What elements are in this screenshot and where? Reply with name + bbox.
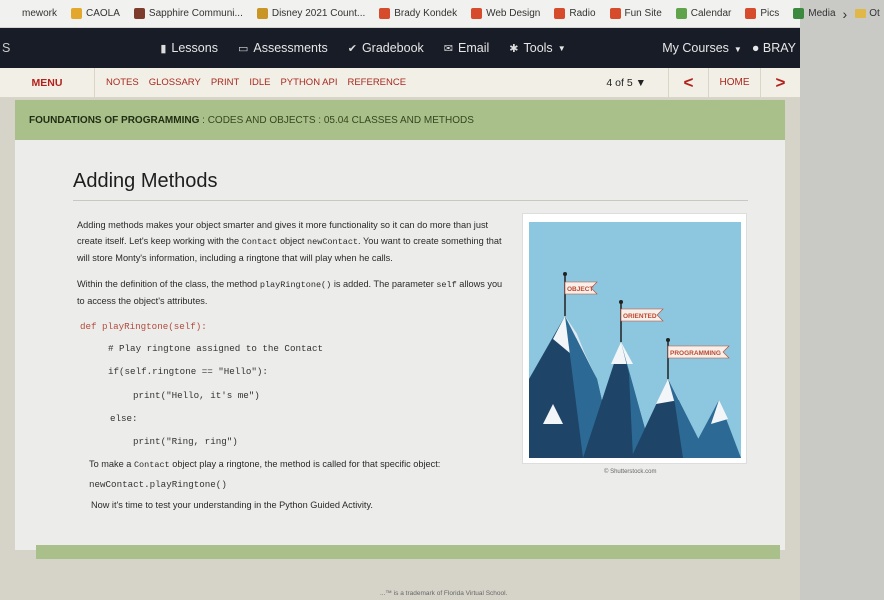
bookmark-label: mework (22, 8, 58, 19)
bookmark-label: Web Design (486, 8, 541, 19)
page-selector[interactable]: 4 of 5 ▼ (606, 76, 646, 89)
bookmark-icon (554, 8, 565, 19)
bookmark-icon (745, 8, 756, 19)
nav-email[interactable] (444, 41, 489, 55)
bookmarks-overflow-button[interactable]: › (842, 5, 848, 22)
bookmark-item[interactable] (669, 8, 739, 19)
flag-programming-label: PROGRAMMING (670, 350, 721, 357)
p2-text-a: Within the definition of the class, the method (77, 279, 260, 289)
my-courses-menu[interactable] (662, 41, 742, 55)
lesson-paragraph-4: Now it's time to test your understanding in the Python Guided Activity. (91, 500, 373, 510)
p1-text-a: Adding methods makes your object smarter and gives it more functionality so it can do more than just create itself. Let's keep working with the (77, 220, 489, 246)
inline-code-contact: Contact (241, 237, 278, 247)
other-bookmarks-label[interactable]: Ot (869, 8, 880, 19)
toolbar-link-print[interactable]: PRINT (210, 77, 240, 88)
nav-label: Gradebook (361, 41, 424, 55)
book-icon: ▮ (160, 42, 167, 55)
nav-right (662, 41, 800, 55)
bookmark-label: Disney 2021 Count... (271, 8, 366, 19)
course-toolbar (0, 68, 800, 98)
flag-pole-top-3 (666, 338, 670, 342)
bookmark-label: Fun Site (624, 8, 662, 19)
bookmark-item[interactable] (547, 8, 602, 19)
toolbar-link-glossary[interactable]: GLOSSARY (148, 77, 201, 88)
gear-icon: ✱ (509, 42, 519, 55)
p3-text-a: To make a (89, 459, 134, 469)
mountains-illustration (523, 214, 748, 465)
calendar-icon (676, 8, 687, 19)
flag-oriented-label: ORIENTED (623, 313, 657, 320)
top-nav (0, 28, 800, 68)
lesson-paragraph-3 (89, 456, 519, 473)
title-divider (73, 200, 748, 201)
nav-gradebook[interactable] (348, 41, 424, 55)
bookmark-label: Brady Kondek (394, 8, 458, 19)
p2-text-b: is added. The parameter (331, 279, 437, 289)
toolbar-link-python-api[interactable]: PYTHON API (280, 77, 338, 88)
media-icon (793, 8, 804, 19)
my-courses-label: My Courses (662, 41, 729, 55)
toolbar-link-reference[interactable]: REFERENCE (347, 77, 407, 88)
nav-label: Lessons (171, 41, 218, 55)
user-menu[interactable] (752, 41, 796, 55)
prev-page-button[interactable]: < (668, 68, 708, 98)
nav-links (160, 41, 585, 55)
folder-icon (855, 9, 866, 18)
p1-text-c: . You want to create something that will store Monty's information, including a ringtone that will play when he calls. (77, 236, 502, 263)
toolbar-link-idle[interactable]: IDLE (249, 77, 271, 88)
lesson-paragraph-2 (77, 276, 507, 309)
pager (606, 68, 800, 98)
nav-label: Assessments (253, 41, 328, 55)
bookmark-item[interactable] (786, 8, 842, 19)
p3-text-b: object play a ringtone, the method is called for that specific object: (169, 459, 441, 469)
code-line-if: if(self.ringtone == "Hello"): (108, 366, 268, 377)
bookmark-item[interactable] (603, 8, 669, 19)
figure-caption: © Shutterstock.com (604, 469, 657, 475)
nav-assessments[interactable] (238, 41, 328, 55)
truncated-bookmark-icon (7, 8, 18, 19)
code-line-print-ring: print("Ring, ring") (133, 436, 238, 447)
toolbar-links (101, 77, 411, 88)
bookmark-item[interactable] (250, 8, 372, 19)
breadcrumb-path: : CODES AND OBJECTS : 05.04 CLASSES AND METHODS (202, 114, 474, 126)
bookmark-item[interactable] (372, 8, 464, 19)
bookmark-item[interactable] (738, 8, 786, 19)
caret-down-icon: ▼ (557, 43, 566, 53)
flag-object-label: OBJECT (567, 286, 594, 293)
page-title: Adding Methods (73, 170, 218, 192)
code-line-comment: # Play ringtone assigned to the Contact (108, 343, 324, 354)
menu-button[interactable]: MENU (0, 68, 95, 98)
inline-code-playringtone: playRingtone() (259, 280, 332, 290)
code-line-else: else: (110, 413, 138, 424)
oop-mountains-figure (522, 213, 747, 464)
toolbar-link-notes[interactable]: NOTES (106, 77, 139, 88)
shield-icon (71, 8, 82, 19)
user-name: BRAY (762, 41, 796, 55)
next-page-button[interactable]: > (760, 68, 800, 98)
breadcrumb (15, 100, 785, 140)
breadcrumb-course: FOUNDATIONS OF PROGRAMMING (29, 114, 200, 126)
envelope-icon: ✉ (443, 42, 454, 55)
bookmarks-end (843, 6, 884, 22)
code-line-call: newContact.playRingtone() (89, 479, 227, 490)
sapphire-icon (134, 8, 145, 19)
bookmark-item[interactable] (0, 8, 64, 19)
bookmark-label: Pics (760, 8, 780, 19)
card-footer-strip (36, 545, 780, 559)
code-line-def: def playRingtone(self): (80, 321, 207, 332)
inline-code-newcontact: newContact (307, 237, 359, 247)
disney-icon (257, 8, 268, 19)
footer-trademark: ...™ is a trademark of Florida Virtual School. (380, 590, 508, 597)
check-icon: ✔ (347, 42, 357, 55)
inline-code-self: self (436, 280, 457, 290)
bookmark-item[interactable] (464, 8, 547, 19)
p2-text-c: allows you to access the object's attributes. (77, 279, 503, 306)
nav-label: Email (458, 41, 490, 55)
bookmark-label: Sapphire Communi... (148, 8, 243, 19)
flag-pole-top-2 (619, 300, 623, 304)
lesson-paragraph-1 (77, 217, 507, 266)
nav-left-fragment: S (2, 41, 11, 55)
flag-pole-top-1 (563, 272, 567, 276)
nav-tools[interactable] (509, 41, 565, 55)
user-icon: ● (751, 41, 760, 55)
caret-down-icon: ▼ (733, 45, 742, 54)
bookmark-item[interactable] (64, 8, 127, 19)
laptop-icon: ▭ (237, 42, 249, 55)
bookmark-item[interactable] (127, 8, 250, 19)
bookmark-icon (379, 8, 390, 19)
bookmark-label: Media (808, 8, 836, 19)
bookmarks-bar (0, 0, 880, 28)
inline-code-contact-2: Contact (133, 460, 170, 470)
bookmark-icon (471, 8, 482, 19)
bookmark-icon (610, 8, 621, 19)
p1-text-b: object (277, 236, 308, 246)
bookmark-label: Calendar (690, 8, 732, 19)
code-line-print-hello: print("Hello, it's me") (133, 390, 260, 401)
nav-lessons[interactable] (160, 41, 218, 55)
home-button[interactable]: HOME (708, 68, 760, 98)
bookmark-label: CAOLA (86, 8, 120, 19)
nav-label: Tools (523, 41, 553, 55)
bookmark-label: Radio (569, 8, 596, 19)
